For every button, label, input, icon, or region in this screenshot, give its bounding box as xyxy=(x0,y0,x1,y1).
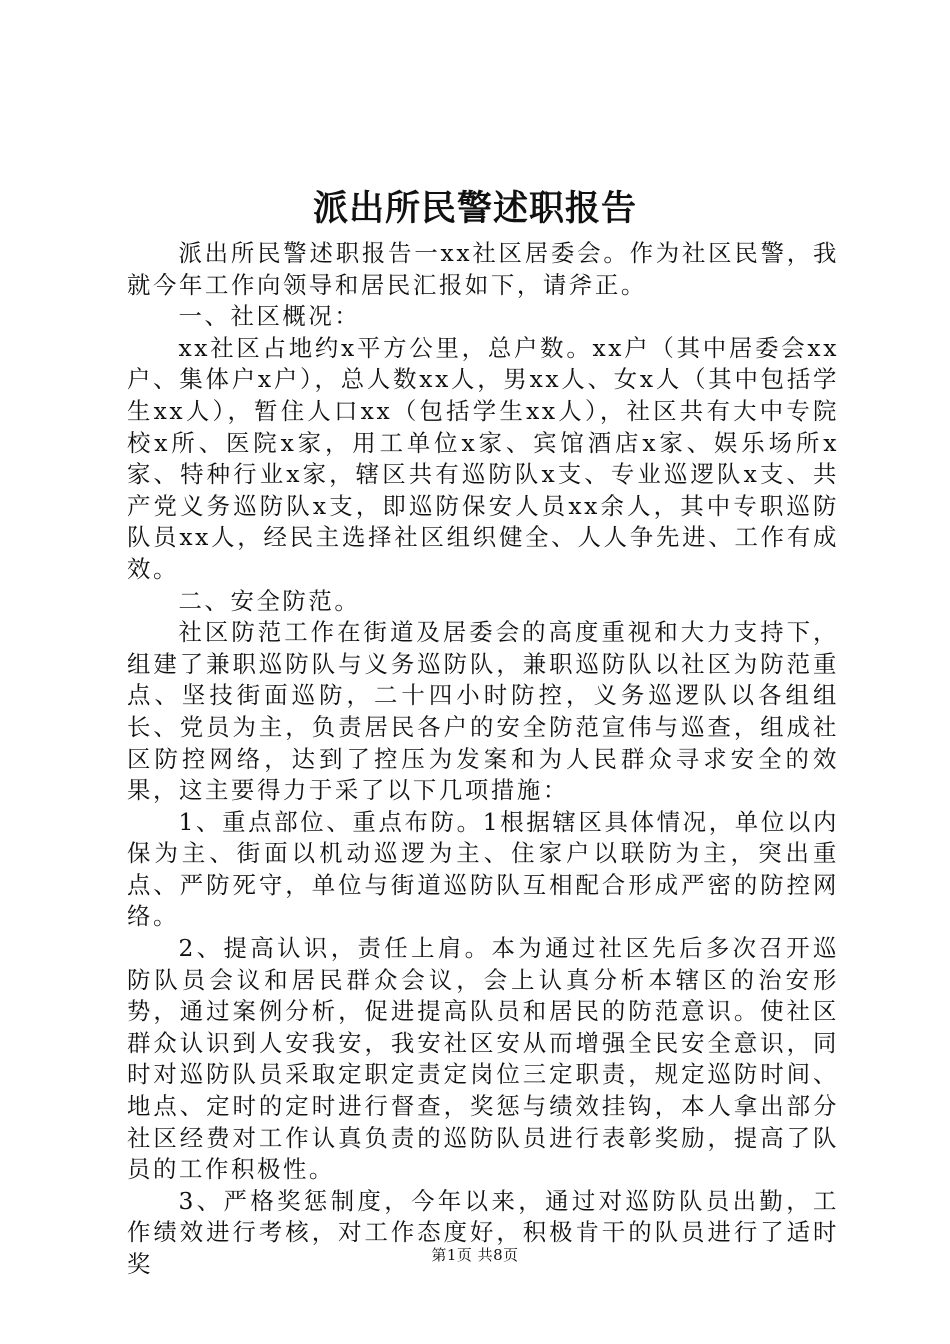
document-title: 派出所民警述职报告 xyxy=(312,188,637,229)
paragraph-measure-2: 2、提高认识，责任上肩。本为通过社区先后多次召开巡防队员会议和居民群众会议，会上认真分析本辖区的治安形势，通过案例分析，促进提高队员和居民的防范意识。使社区群众认识到人安我安，我安社区安从而增强全民安全意识，同时对巡防队员采取定职定责定岗位三定职责，规定巡防时间、地点、定时的定时进行督查，奖惩与绩效挂钩，本人拿出部分社区经费对工作认真负责的巡防队员进行表彰奖励，提高了队员的工作积极性。 xyxy=(127,934,839,1184)
page-footer: 第1页 共8页 xyxy=(431,1246,519,1264)
document-body xyxy=(127,238,839,1281)
paragraph-measure-1: 1、重点部位、重点布防。1根据辖区具体情况，单位以内保为主、街面以机动巡逻为主、住家户以联防为主，突出重点、严防死守，单位与街道巡防队互相配合形成严密的防控网络。 xyxy=(127,807,839,931)
section-heading-community-overview: 一、社区概况： xyxy=(178,302,361,331)
paragraph-safety-prevention: 社区防范工作在街道及居委会的高度重视和大力支持下，组建了兼职巡防队与义务巡防队，兼职巡防队以社区为防范重点、坚技街面巡防，二十四小时防控，义务巡逻队以各组组长、党员为主，负责居民各户的安全防范宣伟与巡查，组成社区防控网络，达到了控压为发案和为人民群众寻求安全的效果，这主要得力于采了以下几项措施： xyxy=(127,618,839,805)
section-heading-safety-prevention: 二、安全防范。 xyxy=(178,586,361,615)
paragraph-intro: 派出所民警述职报告一xx社区居委会。作为社区民警，我就今年工作向领导和居民汇报如下，请斧正。 xyxy=(127,239,839,299)
paragraph-community-overview: xx社区占地约x平方公里，总户数。xx户（其中居委会xx户、集体户x户），总人数xx人，男xx人、女x人（其中包括学生xx人），暂住人口xx（包括学生xx人），社区共有大中专院校x所、医院x家，用工单位x家、宾馆酒店x家、娱乐场所x家、特种行业x家，辖区共有巡防队x支、专业巡逻队x支、共产党义务巡防队x支，即巡防保安人员xx余人，其中专职巡防队员xx人，经民主选择社区组织健全、人人争先进、工作有成效。 xyxy=(127,333,839,583)
paragraph-measure-3: 3、严格奖惩制度，今年以来，通过对巡防队员出勤，工作绩效进行考核，对工作态度好，积极肯干的队员进行了适时奖 xyxy=(127,1186,839,1278)
